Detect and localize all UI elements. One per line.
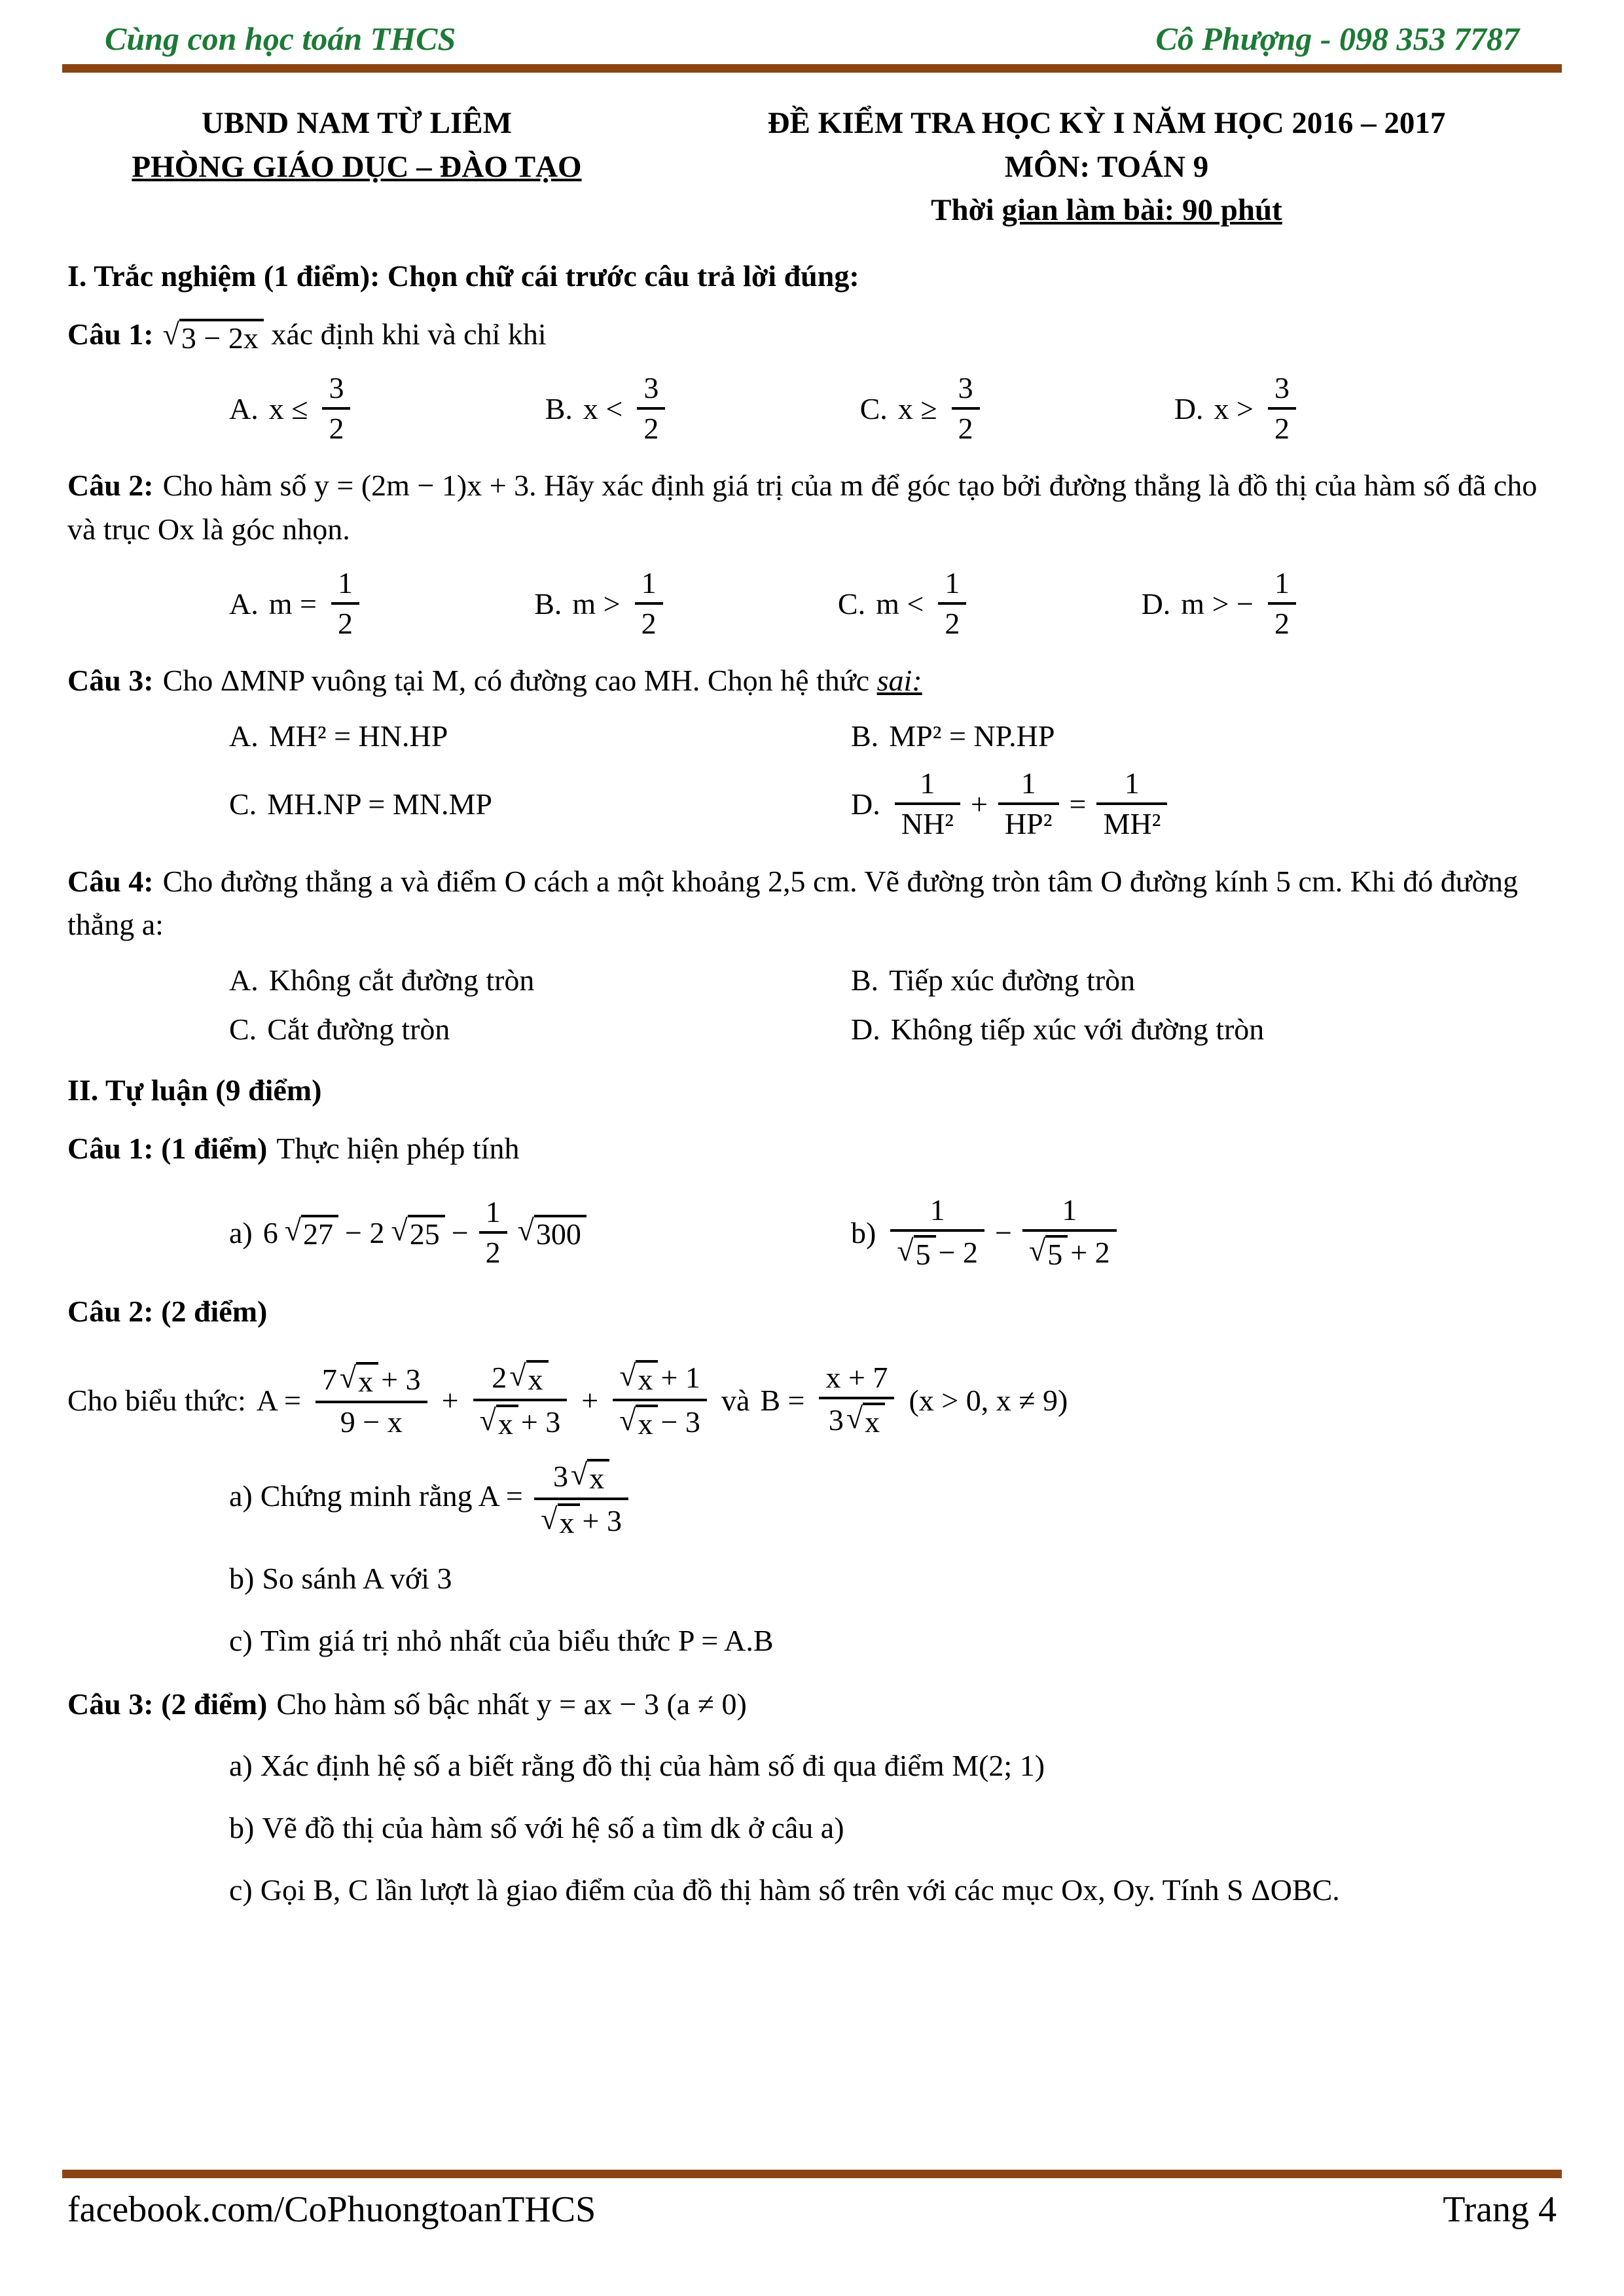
option-letter: A. [229,963,259,997]
question-label: Câu 3: [67,664,154,698]
denominator: 2 [331,602,359,639]
essay-q3-part-c [229,1869,1562,1912]
radical-sign: √ [479,1403,496,1437]
part-tag: c) [229,1873,253,1907]
numerator [316,1362,427,1401]
option-c [838,567,970,640]
sqrt-expression [285,1215,338,1250]
fraction [613,1360,707,1441]
radical-sign: √ [570,1457,588,1491]
denominator: 2 [938,602,966,639]
stem-text: Cho hàm số bậc nhất y = ax − 3 (a ≠ 0) [276,1687,747,1721]
option-text: Không tiếp xúc với đường tròn [890,1013,1265,1047]
plus-sign: + [441,1383,459,1417]
part-tag: a) [229,1215,253,1249]
fraction [316,1362,427,1439]
option-letter: D. [1141,586,1171,620]
coefficient: 2 [492,1361,507,1395]
denominator [819,1397,894,1438]
essay-question-2 [67,1290,1562,1334]
denominator: 2 [637,407,665,444]
option-text: MH.NP = MN.MP [267,787,492,821]
banner-left-text: Cùng con học toán THCS [105,20,456,57]
denominator [473,1399,568,1440]
operator: − [451,1215,469,1249]
sqrt-expression [619,1360,658,1395]
lhs: B = [760,1383,805,1417]
denominator: 2 [1268,407,1296,444]
option-d [1142,567,1300,640]
footer-text-row [62,2189,1562,2231]
option-text: MH² = HN.HP [268,719,448,753]
essay-q2-part-a [229,1459,1562,1539]
option-letter: A. [229,719,259,753]
radical-sign: √ [284,1213,301,1247]
radicand: 3 − 2x [179,319,264,354]
sqrt-expression [509,1360,548,1395]
numerator: 1 [641,565,657,600]
option-b [534,567,666,640]
option-d [851,768,1562,840]
question-3-stem [67,659,1562,703]
numerator: x + 7 [825,1361,888,1395]
sqrt-expression [1029,1235,1068,1270]
footer-left-text: facebook.com/CoPhuongtoanTHCS [67,2189,596,2230]
part-b [851,1194,1562,1271]
radicand: 25 [408,1215,445,1250]
exam-duration [651,188,1562,232]
question-1-stem [67,313,1562,357]
denominator [890,1229,984,1270]
essay-q3-part-a [229,1744,1562,1788]
document-heading [62,101,1562,232]
radicand: x [863,1403,885,1438]
section-ii-heading: II. Tự luận (9 điểm) [67,1073,322,1107]
numerator [613,1360,707,1399]
plus-sign: + [581,1383,599,1417]
denominator: 2 [635,602,663,639]
conjunction: và [721,1383,750,1417]
numerator: 1 [337,565,353,600]
fraction [322,372,350,445]
question-2-options [229,567,1300,640]
option-letter: A. [229,391,259,425]
option-letter: B. [851,719,879,753]
coefficient: 7 [321,1363,337,1397]
page-footer [62,2170,1562,2231]
exam-subject: MÔN: TOÁN 9 [1004,149,1209,184]
denominator: 2 [1268,602,1296,639]
option-a [229,372,354,445]
fraction [479,1196,507,1269]
essay-q2-part-c [229,1619,1562,1663]
operand: + 2 [1070,1236,1110,1270]
sqrt-expression [846,1403,885,1438]
option-expression: m = [268,586,317,620]
question-label: Câu 2: [67,469,154,503]
page-banner [62,0,1562,64]
option-a [229,719,851,753]
option-letter: D. [851,1013,880,1047]
numerator: 1 [1062,1193,1077,1227]
essay-q2-expression [67,1360,1562,1441]
operand: + 3 [520,1405,561,1439]
math-expression [263,1196,586,1269]
sqrt-expression [571,1459,609,1494]
sqrt-expression [619,1405,658,1440]
option-d [851,1012,1562,1047]
denominator [1022,1229,1117,1270]
option-expression: x ≥ [897,391,937,425]
option-d [1174,372,1300,445]
fraction [819,1362,894,1439]
fraction [635,567,663,640]
numerator: 3 [329,370,344,404]
fraction [534,1459,628,1539]
banner-right-text: Cô Phượng - 098 353 7787 [1155,20,1519,57]
option-expression: x ≤ [268,391,308,425]
option-b [851,719,1562,753]
operator: − 2 [345,1215,385,1249]
question-2-stem [67,464,1562,551]
essay-q3-part-b [229,1806,1562,1850]
numerator: 1 [929,1193,945,1227]
operand: − 3 [660,1405,700,1439]
radicand: x [636,1405,658,1440]
coefficient: 6 [262,1215,278,1249]
operand: + 1 [660,1361,700,1395]
radicand: 5 [1045,1235,1068,1270]
question-1-options [229,372,1300,445]
exam-title: ĐỀ KIỂM TRA HỌC KỲ I NĂM HỌC 2016 – 2017 [767,106,1446,140]
essay-question-3 [67,1683,1562,1727]
numerator: 1 [485,1194,501,1229]
numerator: 1 [920,766,935,800]
part-text: Vẽ đồ thị của hàm số với hệ số a tìm dk ở câu a) [262,1811,844,1845]
fraction [331,567,359,640]
numerator: 3 [958,370,973,404]
fraction [1268,567,1296,640]
essay-q1-parts [229,1194,1562,1271]
denominator [613,1399,707,1440]
part-text: Tìm giá trị nhỏ nhất của biểu thức P = A.B [260,1623,774,1657]
part-tag: b) [229,1562,255,1596]
denominator: NH² [895,802,960,840]
option-expression: x < [583,391,623,425]
org-line-2: PHÒNG GIÁO DỤC – ĐÀO TẠO [132,149,582,184]
option-letter: B. [545,391,573,425]
option-letter: D. [851,787,880,821]
denominator: 2 [479,1231,507,1268]
duration-prefix: Thời [931,193,1002,228]
option-letter: C. [229,787,257,821]
radical-sign: √ [619,1359,636,1393]
numerator: 1 [945,565,960,600]
denominator: HP² [998,802,1059,840]
fraction [890,1194,984,1271]
fraction [895,768,960,840]
radical-sign: √ [162,317,179,351]
header-rule [62,64,1562,73]
stem-text: Cho ΔMNP vuông tại M, có đường cao MH. Chọn hệ thức [162,664,877,698]
option-a [229,567,363,640]
numerator: 1 [1124,766,1140,800]
question-label: Câu 4: [67,864,154,898]
option-letter: C. [229,1013,257,1047]
stem-text: Cho hàm số y = (2m − 1)x + 3. Hãy xác định giá trị của m để góc tạo bởi đường thẳng là đồ thị của hàm số đã cho và trục Ox là góc nhọn. [67,469,1538,547]
essay-question-1 [67,1127,1562,1171]
option-text: Cắt đường tròn [267,1013,450,1047]
fraction [1022,1194,1117,1271]
option-b [851,963,1562,997]
denominator: 2 [952,407,980,444]
part-tag: a) [229,1749,253,1783]
operand: + 3 [582,1503,622,1537]
option-text: MP² = NP.HP [889,719,1055,753]
operator: − [995,1215,1012,1249]
denominator [534,1498,628,1539]
fraction [998,768,1059,840]
radical-sign: √ [339,1361,357,1395]
sqrt-expression [163,319,264,354]
question-label: Câu 3: (2 điểm) [67,1687,268,1721]
radicand: 300 [534,1215,586,1250]
essay-q2-part-b [229,1557,1562,1601]
option-letter: C. [837,586,866,620]
option-b [545,372,670,445]
radical-sign: √ [517,1213,534,1247]
lhs: A = [256,1383,301,1417]
option-c [229,1012,851,1047]
question-3-options [229,719,1562,840]
radical-sign: √ [897,1234,914,1268]
radical-sign: √ [1028,1234,1046,1268]
question-label: Câu 2: (2 điểm) [67,1295,268,1329]
radical-sign: √ [541,1501,558,1535]
stem-text: xác định khi và chỉ khi [271,317,547,351]
option-expression: m > − [1181,586,1254,620]
radicand: 5 [914,1235,936,1270]
duration-underlined: gian làm bài: 90 phút [1001,193,1282,228]
part-tag: b) [229,1811,255,1845]
radicand: x [636,1360,658,1395]
option-expression [891,768,1172,840]
numerator: 3 [1274,370,1290,404]
sqrt-expression [391,1215,444,1250]
coefficient: 3 [552,1459,568,1493]
numerator [534,1459,628,1498]
fraction [1096,768,1167,840]
math-expression [886,1194,1120,1271]
option-text: Tiếp xúc đường tròn [889,963,1136,997]
part-text: Xác định hệ số a biết rằng đồ thị của hàm số đi qua điểm M(2; 1) [260,1749,1045,1783]
equals-sign: = [1069,787,1087,821]
issuing-org [62,101,651,232]
option-text: Không cắt đường tròn [268,963,535,997]
question-4-options [229,963,1562,1047]
sqrt-expression [897,1235,935,1270]
option-expression: x > [1214,391,1254,425]
radical-sign: √ [619,1403,636,1437]
option-expression: m > [572,586,621,620]
part-a [229,1196,851,1269]
question-label: Câu 1: [67,317,154,351]
sqrt-expression [340,1362,378,1397]
stem-text: Cho đường thẳng a và điểm O cách a một khoảng 2,5 cm. Vẽ đường tròn tâm O đường kính 5 cm. Khi đó đường thẳng a: [67,864,1518,942]
footer-rule [62,2170,1562,2178]
fraction [637,372,665,445]
part-text: Chứng minh rằng [260,1479,473,1513]
fraction [1268,372,1296,445]
numerator: 3 [643,370,659,404]
stem-emphasis: sai: [876,664,922,698]
exam-heading [651,101,1562,232]
section-i-heading: I. Trắc nghiệm (1 điểm): Chọn chữ cái trước câu trả lời đúng: [67,259,859,293]
option-a [229,963,851,997]
page-number: Trang 4 [1443,2189,1557,2230]
numerator [473,1360,568,1399]
radicand: x [526,1360,549,1395]
fraction [938,567,966,640]
option-letter: B. [534,586,562,620]
domain-condition: (x > 0, x ≠ 9) [909,1383,1068,1417]
option-expression: m < [876,586,924,620]
radicand: x [558,1503,580,1539]
option-letter: C. [859,391,888,425]
operand: − 2 [938,1236,979,1270]
sqrt-expression [518,1215,586,1250]
part-tag: c) [229,1623,253,1657]
option-c [229,787,851,821]
sqrt-expression [480,1405,518,1440]
option-letter: B. [851,963,879,997]
denominator: 2 [322,407,350,444]
denominator: 9 − x [316,1401,427,1438]
stem-text: Thực hiện phép tính [276,1132,520,1166]
option-letter: D. [1174,391,1204,425]
radicand: x [496,1405,518,1440]
part-tag: a) [229,1479,253,1513]
fraction [473,1360,568,1441]
radicand: x [356,1362,378,1397]
radical-sign: √ [846,1401,863,1435]
intro-text: Cho biểu thức: [67,1383,246,1417]
numerator: 1 [1274,565,1290,600]
radicand: 27 [301,1215,338,1250]
question-label: Câu 1: (1 điểm) [67,1132,268,1166]
lhs: A = [478,1479,523,1513]
plus-sign: + [970,787,988,821]
fraction [952,372,980,445]
part-text: So sánh A với 3 [262,1562,452,1596]
option-letter: A. [229,586,259,620]
coefficient: 3 [828,1403,844,1437]
radical-sign: √ [391,1213,408,1247]
part-text: Gọi B, C lần lượt là giao điểm của đồ thị hàm số trên với các mục Ox, Oy. Tính S ΔOBC. [260,1873,1340,1907]
denominator: MH² [1096,802,1167,840]
operand: + 3 [381,1363,421,1397]
part-tag: b) [851,1215,876,1249]
question-4-stem [67,860,1562,947]
radical-sign: √ [509,1359,526,1393]
org-line-1: UBND NAM TỪ LIÊM [202,106,512,140]
option-c [860,372,984,445]
sqrt-expression [541,1503,579,1539]
numerator: 1 [1020,766,1036,800]
radicand: x [587,1459,609,1494]
